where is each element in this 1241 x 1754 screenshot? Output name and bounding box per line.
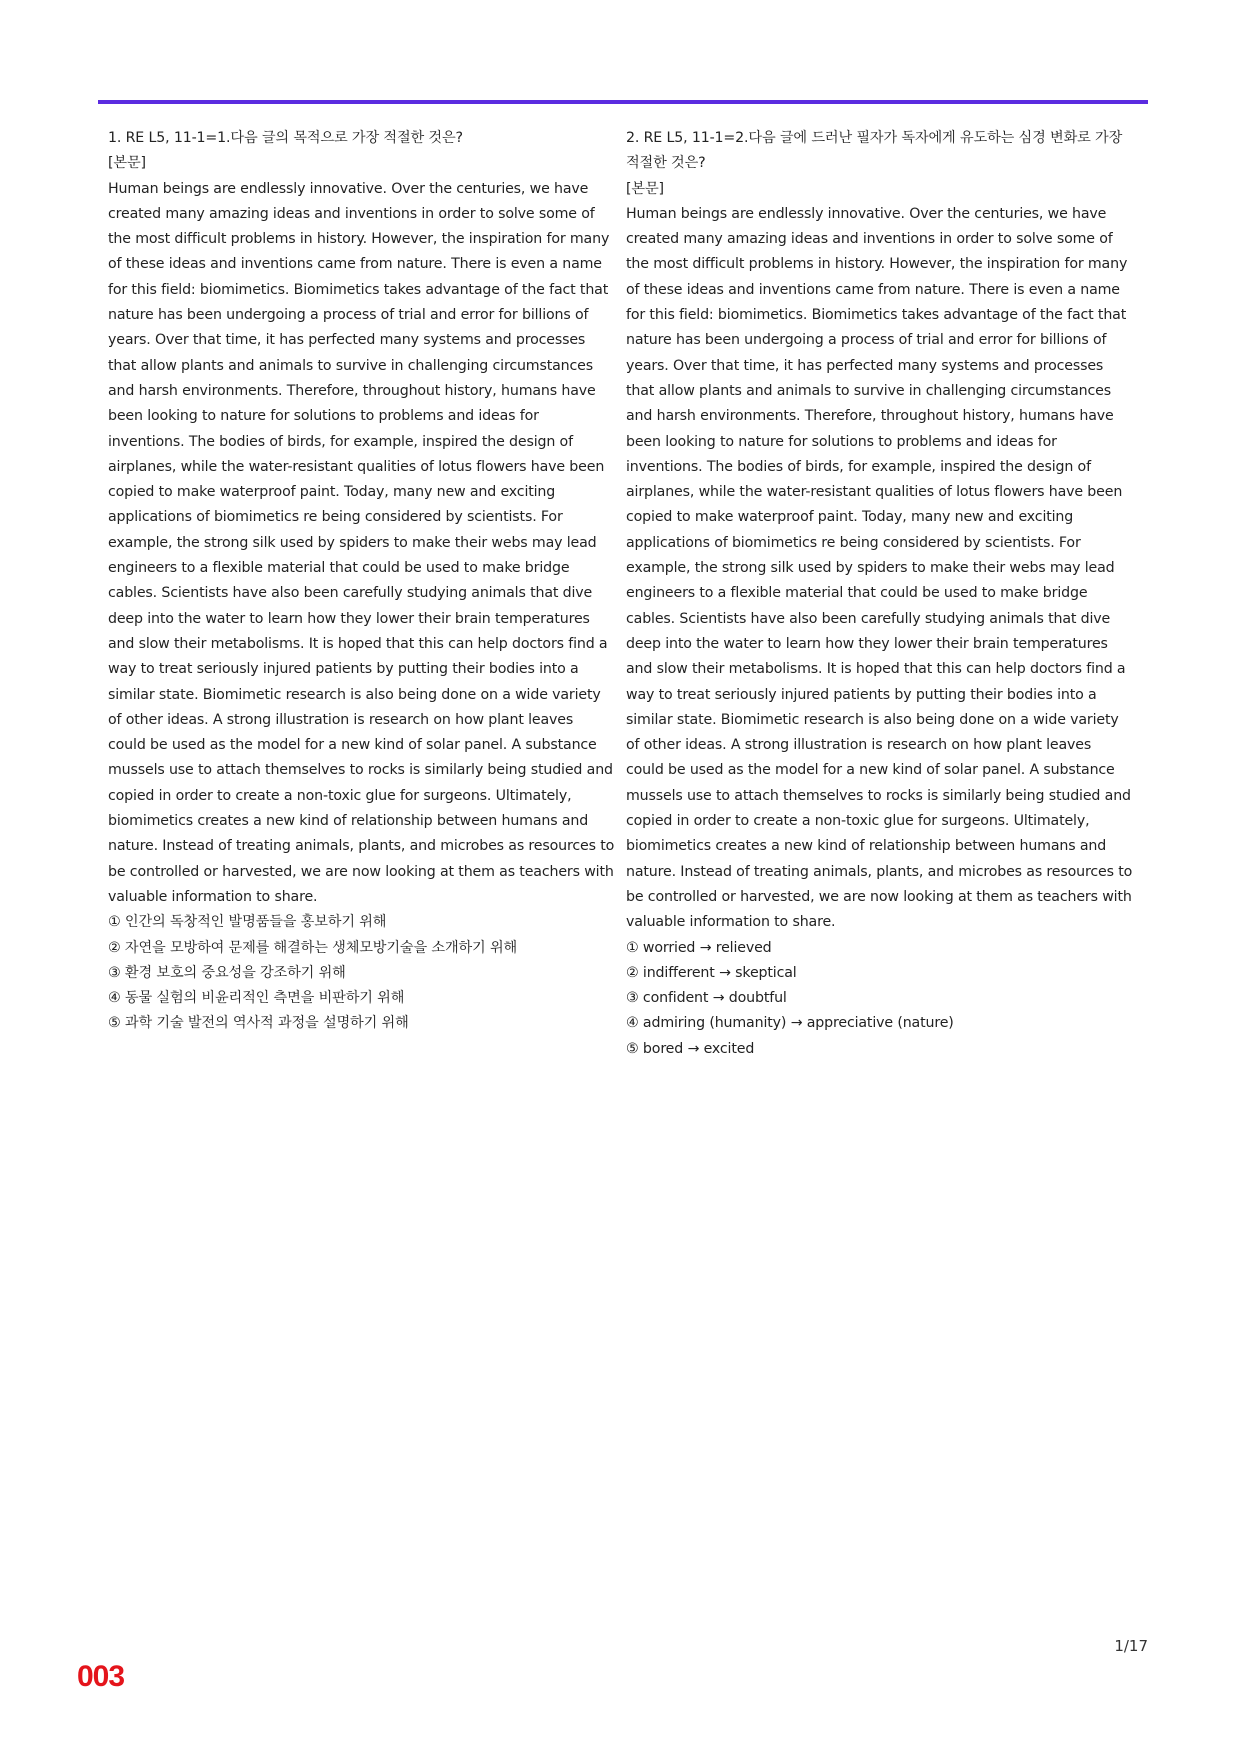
question-1-title: 1. RE L5, 11-1=1.다음 글의 목적으로 가장 적절한 것은? (108, 130, 463, 146)
question-2-choices (626, 936, 1133, 1062)
question-1-choice-2[interactable]: ② 자연을 모방하여 문제를 해결하는 생체모방기술을 소개하기 위해 (108, 939, 518, 956)
question-2-choice-4[interactable]: ④ admiring (humanity) → appreciative (nature) (626, 1015, 954, 1032)
question-1-choice-5[interactable]: ⑤ 과학 기술 발전의 역사적 과정을 설명하기 위해 (108, 1015, 409, 1032)
question-2-choice-1[interactable]: ① worried → relieved (626, 939, 772, 956)
page-number: 1/17 (1114, 1637, 1148, 1655)
header-rule (98, 100, 1148, 104)
question-2-passage-label: [본문] (626, 180, 664, 197)
question-2-choice-2[interactable]: ② indifferent → skeptical (626, 964, 797, 981)
question-1-choices (108, 910, 615, 1036)
question-2-choice-3[interactable]: ③ confident → doubtful (626, 990, 787, 1007)
question-1-passage: Human beings are endlessly innovative. Over the centuries, we have created many amazing ideas and inventions in order to solve some of the most difficult problems in history. However, the inspiration for many of these ideas and inventions came from nature. There is even a name for this field: biomimetics. Biomimetics takes advantage of the fact that nature has been undergoing a process of trial and error for billions of years. Over that time, it has perfected many systems and processes that allow plants and animals to survive in challenging circumstances and harsh environments. Therefore, throughout history, humans have been looking to nature for solutions to problems and ideas for inventions. The bodies of birds, for example, inspired the design of airplanes, while the water-resistant qualities of lotus flowers have been copied to make waterproof paint. Today, many new and exciting applications of biomimetics re being considered by scientists. For example, the strong silk used by spiders to make their webs may lead engineers to a flexible material that could be used to make bridge cables. Scientists have also been carefully studying animals that dive deep into the water to learn how they lower their brain temperatures and slow their metabolisms. It is hoped that this can help doctors find a way to treat seriously injured patients by putting their bodies into a similar state. Biomimetic research is also being done on a wide variety of other ideas. A strong illustration is research on how plant leaves could be used as the model for a new kind of solar panel. A substance mussels use to attach themselves to rocks is similarly being studied and copied in order to create a non-toxic glue for surgeons. Ultimately, biomimetics creates a new kind of relationship between humans and nature. Instead of treating animals, plants, and microbes as resources to be controlled or harvested, we are now looking at them as teachers with valuable information to share. (108, 180, 615, 905)
question-1-choice-3[interactable]: ③ 환경 보호의 중요성을 강조하기 위해 (108, 964, 346, 981)
document-code: 003 (77, 1660, 125, 1693)
question-1-passage-label: [본문] (108, 155, 146, 172)
question-1 (108, 126, 615, 1037)
question-2 (626, 126, 1133, 1062)
question-1-choice-4[interactable]: ④ 동물 실험의 비윤리적인 측면을 비판하기 위해 (108, 990, 405, 1007)
question-2-passage: Human beings are endlessly innovative. Over the centuries, we have created many amazing ideas and inventions in order to solve some of the most difficult problems in history. However, the inspiration for many of these ideas and inventions came from nature. There is even a name for this field: biomimetics. Biomimetics takes advantage of the fact that nature has been undergoing a process of trial and error for billions of years. Over that time, it has perfected many systems and processes that allow plants and animals to survive in challenging circumstances and harsh environments. Therefore, throughout history, humans have been looking to nature for solutions to problems and ideas for inventions. The bodies of birds, for example, inspired the design of airplanes, while the water-resistant qualities of lotus flowers have been copied to make waterproof paint. Today, many new and exciting applications of biomimetics re being considered by scientists. For example, the strong silk used by spiders to make their webs may lead engineers to a flexible material that could be used to make bridge cables. Scientists have also been carefully studying animals that dive deep into the water to learn how they lower their brain temperatures and slow their metabolisms. It is hoped that this can help doctors find a way to treat seriously injured patients by putting their bodies into a similar state. Biomimetic research is also being done on a wide variety of other ideas. A strong illustration is research on how plant leaves could be used as the model for a new kind of solar panel. A substance mussels use to attach themselves to rocks is similarly being studied and copied in order to create a non-toxic glue for surgeons. Ultimately, biomimetics creates a new kind of relationship between humans and nature. Instead of treating animals, plants, and microbes as resources to be controlled or harvested, we are now looking at them as teachers with valuable information to share. (626, 205, 1133, 931)
question-1-choice-1[interactable]: ① 인간의 독창적인 발명품들을 홍보하기 위해 (108, 914, 387, 931)
question-2-title: 2. RE L5, 11-1=2.다음 글에 드러난 필자가 독자에게 유도하는 심경 변화로 가장 적절한 것은? (626, 130, 1123, 172)
question-2-choice-5[interactable]: ⑤ bored → excited (626, 1040, 755, 1057)
